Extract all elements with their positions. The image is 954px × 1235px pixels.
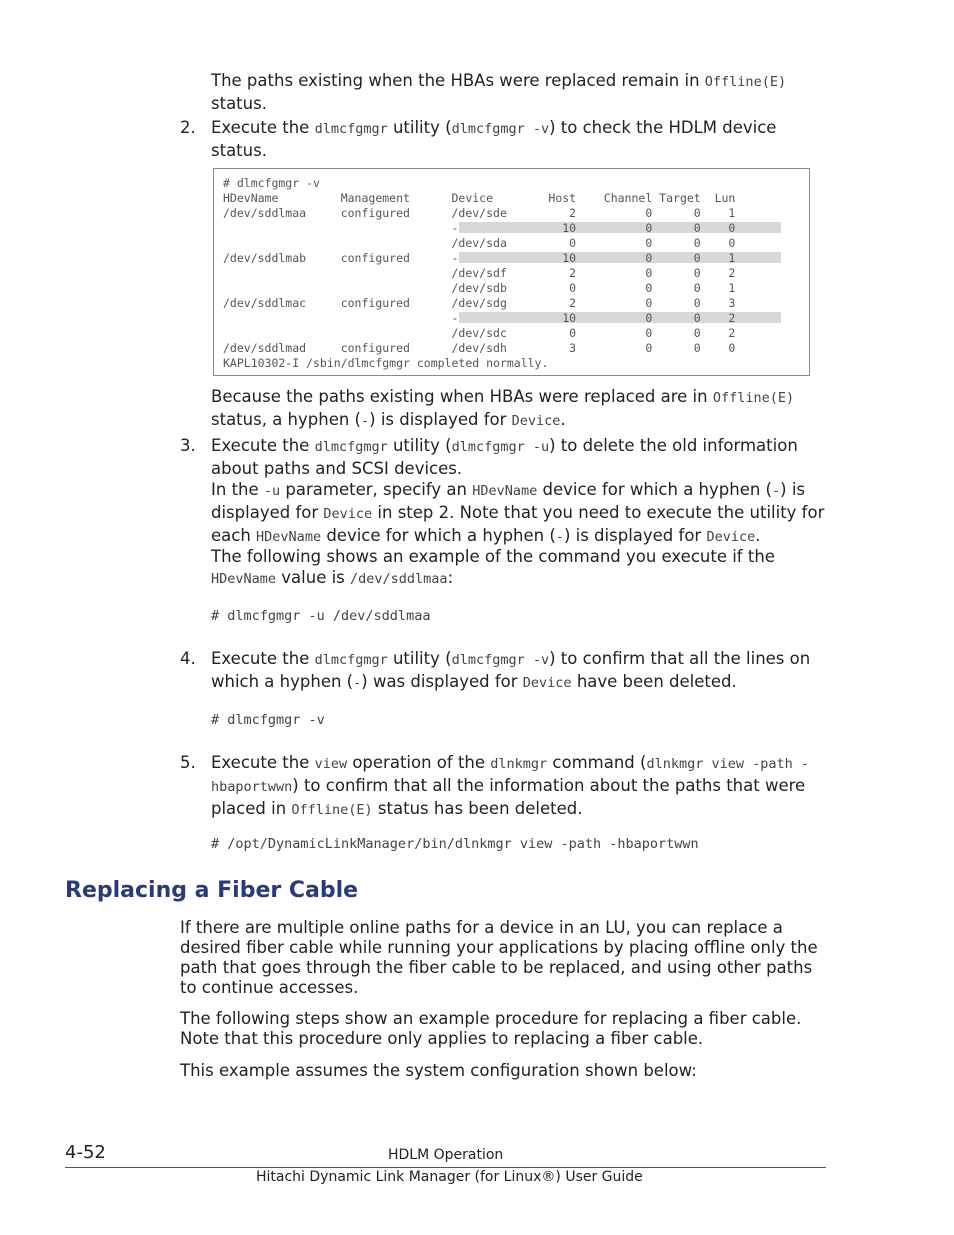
inline-code: -	[555, 529, 564, 545]
command-example: # /opt/DynamicLinkManager/bin/dlnkmgr view -path -hbaportwwn	[211, 836, 699, 852]
inline-code: -	[772, 483, 781, 499]
inline-code: dlmcfgmgr -u	[451, 439, 550, 455]
inline-code: Device	[522, 675, 572, 691]
output-line: /dev/sdf 2 0 0 2	[223, 266, 736, 280]
section-heading: Replacing a Fiber Cable	[65, 878, 359, 903]
text: Execute the	[211, 436, 315, 455]
output-line: /dev/sddlmac configured /dev/sdg 2 0 0 3	[223, 296, 736, 310]
step-number: 2.	[180, 118, 196, 137]
text: Execute the	[211, 753, 315, 772]
inline-code: dlmcfgmgr -v	[451, 652, 550, 668]
text: device for which a hyphen (	[321, 526, 556, 545]
text: command (	[547, 753, 647, 772]
command-output-screenshot	[213, 168, 810, 376]
section-paragraph: This example assumes the system configuration shown below:	[180, 1061, 697, 1080]
inline-code: Device	[323, 506, 373, 522]
output-line: HDevName Management Device Host Channel Target Lun	[223, 191, 736, 205]
inline-code: -	[353, 675, 362, 691]
step3-parameter-note	[211, 479, 827, 548]
output-line: /dev/sdc 0 0 0 2	[223, 326, 736, 340]
inline-code: dlmcfgmgr	[314, 439, 388, 455]
inline-code: Offline(E)	[704, 74, 787, 90]
inline-code: HDevName	[256, 529, 322, 545]
footer-book-title: Hitachi Dynamic Link Manager (for Linux®) User Guide	[256, 1169, 643, 1185]
inline-code: dlnkmgr	[490, 756, 548, 772]
text: ) is displayed for	[369, 410, 512, 429]
inline-code: dlmcfgmgr -v	[451, 121, 550, 137]
text: :	[447, 568, 454, 587]
text: utility (	[387, 436, 452, 455]
output-line: - 10 0 0 0	[223, 221, 736, 235]
step-number: 3.	[180, 436, 196, 455]
step1-continuation	[211, 70, 831, 114]
command-example: # dlmcfgmgr -u /dev/sddlmaa	[211, 608, 431, 624]
text: ) is displayed for	[211, 480, 806, 522]
text: value is	[276, 568, 351, 587]
output-line: KAPL10302-I /sbin/dlmcfgmgr completed normally.	[223, 356, 549, 370]
footer-section: HDLM Operation	[388, 1147, 504, 1163]
step2-text	[211, 117, 831, 161]
text: .	[560, 410, 566, 429]
text: parameter, specify an	[280, 480, 473, 499]
inline-code: -	[361, 413, 370, 429]
inline-code: HDevName	[472, 483, 538, 499]
text: In the	[211, 480, 264, 499]
inline-code: Device	[706, 529, 756, 545]
output-line: /dev/sddlmad configured /dev/sdh 3 0 0 0	[223, 341, 736, 355]
text: operation of the	[347, 753, 491, 772]
output-line: # dlmcfgmgr -v	[223, 176, 320, 190]
output-line: /dev/sddlmaa configured /dev/sde 2 0 0 1	[223, 206, 736, 220]
text: status has been deleted.	[372, 799, 583, 818]
text: device for which a hyphen (	[537, 480, 772, 499]
step5-text	[211, 752, 831, 821]
step-number: 4.	[180, 649, 196, 668]
inline-code: dlmcfgmgr	[314, 121, 388, 137]
text: ) to delete the old information about paths and SCSI devices.	[211, 436, 798, 478]
step-number: 5.	[180, 753, 196, 772]
text: ) is displayed for	[563, 526, 707, 545]
text: .	[755, 526, 761, 545]
command-example: # dlmcfgmgr -v	[211, 712, 325, 728]
inline-code: -u	[263, 483, 281, 499]
page-number: 4-52	[65, 1142, 106, 1163]
text: ) to confirm that all the lines on which a hyphen (	[211, 649, 811, 691]
footer-divider	[65, 1167, 826, 1168]
screenshot-explanation	[211, 386, 831, 432]
inline-code: HDevName	[211, 571, 277, 587]
text: The paths existing when the HBAs were replaced remain in	[211, 71, 705, 90]
text: in step 2. Note that you need to execute the utility for each	[211, 503, 825, 545]
step3-example-intro	[211, 546, 831, 590]
text: utility (	[387, 649, 452, 668]
text: The following shows an example of the command you execute if the	[211, 547, 775, 566]
section-paragraph: If there are multiple online paths for a device in an LU, you can replace a desired fiber cable while running your applications by placing offline only the path that goes through the fiber cable to be replaced, and using other paths to continue accesses.	[180, 918, 818, 997]
text: status.	[211, 94, 267, 113]
inline-code: dlmcfgmgr	[314, 652, 388, 668]
inline-code: Offline(E)	[712, 390, 795, 406]
step4-text	[211, 648, 831, 694]
step3-text	[211, 435, 831, 479]
inline-code: Offline(E)	[291, 802, 373, 818]
output-line: /dev/sddlmab configured - 10 0 0 1	[223, 251, 736, 265]
output-line: /dev/sda 0 0 0 0	[223, 236, 736, 250]
inline-code: /dev/sddlmaa	[350, 571, 448, 587]
text: have been deleted.	[571, 672, 737, 691]
inline-code: dlnkmgr view -path -hbaportwwn	[211, 756, 810, 795]
text: ) was displayed for	[361, 672, 523, 691]
output-line: - 10 0 0 2	[223, 311, 736, 325]
text: ) to check the HDLM device status.	[211, 118, 777, 160]
section-paragraph: The following steps show an example procedure for replacing a fiber cable. Note that this procedure only applies to replacing a fiber cable.	[180, 1009, 802, 1048]
text: status, a hyphen (	[211, 410, 361, 429]
inline-code: Device	[511, 413, 561, 429]
text: Execute the	[211, 649, 315, 668]
text: utility (	[387, 118, 452, 137]
output-line: /dev/sdb 0 0 0 1	[223, 281, 736, 295]
inline-code: view	[314, 756, 348, 772]
text: Because the paths existing when HBAs were replaced are in	[211, 387, 713, 406]
text: Execute the	[211, 118, 315, 137]
text: ) to confirm that all the information about the paths that were placed in	[211, 776, 806, 818]
